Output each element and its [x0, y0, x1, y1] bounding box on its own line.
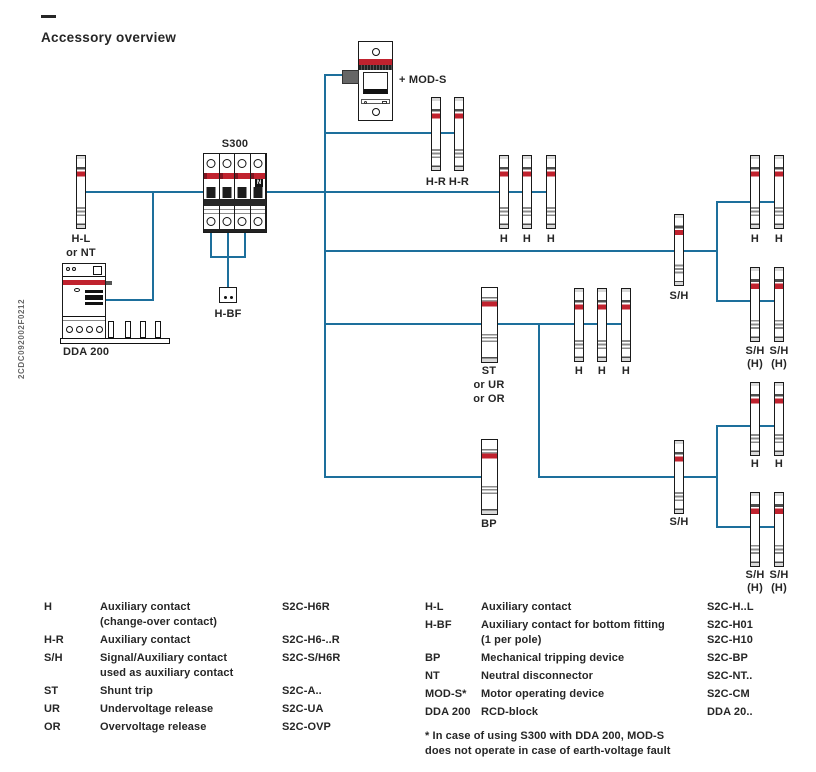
legend-term: MOD-S*	[425, 688, 467, 700]
legend-type: S2C-UA	[282, 703, 324, 715]
line-upper-branch-bottom	[716, 300, 780, 302]
s300-module-3	[235, 154, 251, 232]
label-lr-shh-1: S/H	[745, 569, 765, 581]
legend-row	[44, 633, 394, 648]
device-h-low-1	[574, 288, 584, 362]
legend-term: H-R	[44, 634, 64, 646]
line-upper-branch	[716, 201, 718, 302]
label-sh-upper: S/H	[669, 290, 689, 302]
line-main-bus	[80, 191, 551, 193]
legend-row	[44, 600, 394, 630]
legend-term: BP	[425, 652, 441, 664]
device-lr-shh-1	[750, 492, 760, 567]
label-ur-h-2: H	[774, 233, 784, 245]
dda-busbar-pin	[125, 321, 131, 338]
legend-left-column	[44, 600, 394, 738]
legend-type: S2C-H01 S2C-H10	[707, 619, 753, 646]
legend-desc: Auxiliary contact for bottom fitting (1 per pole)	[481, 619, 665, 646]
legend-right-column	[425, 600, 810, 759]
legend-desc: Undervoltage release	[100, 703, 214, 715]
legend-desc: Signal/Auxiliary contact used as auxiliary contact	[100, 652, 234, 679]
document-code: 2CDC092002F0212	[17, 298, 26, 379]
legend-desc: Auxiliary contact	[100, 634, 191, 646]
dda-busbar-pin	[108, 321, 114, 338]
label-h-l: H-L	[71, 233, 91, 245]
line-lower-branch-bottom	[716, 526, 780, 528]
label-h-mid-2: H	[522, 233, 532, 245]
legend-term: UR	[44, 703, 61, 715]
neutral-pole-marker: N	[256, 180, 262, 186]
legend-row	[425, 669, 810, 684]
device-ur-h-1	[750, 155, 760, 229]
legend-desc: Neutral disconnector	[481, 670, 594, 682]
device-st-ur-or	[481, 287, 498, 363]
legend-desc: RCD-block	[481, 706, 539, 718]
legend-desc: Shunt trip	[100, 685, 153, 697]
label-h-mid-1: H	[499, 233, 509, 245]
device-h-low-2	[597, 288, 607, 362]
label-or-or: or OR	[473, 393, 505, 405]
label-h-low-2: H	[597, 365, 607, 377]
legend-term: DDA 200	[425, 706, 471, 718]
s300-module-n	[251, 154, 267, 232]
line-s300-drop2	[227, 230, 229, 288]
device-h-mid-1	[499, 155, 509, 229]
legend-row	[425, 651, 810, 666]
device-h-r-2	[454, 97, 464, 171]
line-trunk	[324, 74, 326, 478]
device-lr-h-2	[774, 382, 784, 456]
label-ur-shh-1: S/H	[745, 345, 765, 357]
legend-type: S2C-S/H6R	[282, 652, 341, 664]
line-s300-drop3	[244, 230, 246, 258]
line-upper-branch-top	[716, 201, 780, 203]
line-drop-dda	[152, 191, 154, 301]
label-h-r-2: H-R	[448, 176, 470, 188]
line-to-hr	[324, 132, 462, 134]
dda-terminal-block	[85, 290, 103, 305]
label-h-r-1: H-R	[425, 176, 447, 188]
label-lr-shh-1b: (H)	[747, 582, 763, 594]
s300-bottom-cap	[204, 229, 266, 232]
line-drop-lower	[538, 323, 540, 478]
label-h-low-3: H	[621, 365, 631, 377]
device-ur-shh-1	[750, 267, 760, 342]
legend-term: NT	[425, 670, 440, 682]
legend-term: H-BF	[425, 619, 452, 631]
label-or-nt: or NT	[66, 247, 96, 259]
legend-type: S2C-H6-..R	[282, 634, 340, 646]
title-dash	[41, 15, 56, 18]
legend-row	[44, 684, 394, 699]
legend-term: H-L	[425, 601, 444, 613]
device-s300-breaker	[203, 153, 267, 233]
label-h-bf: H-BF	[214, 308, 242, 320]
legend-desc: Auxiliary contact (change-over contact)	[100, 601, 218, 628]
label-h-low-1: H	[574, 365, 584, 377]
device-dda-200	[62, 263, 106, 341]
device-bp	[481, 439, 498, 515]
label-st: ST	[481, 365, 497, 377]
label-lr-h-2: H	[774, 458, 784, 470]
legend-row	[425, 600, 810, 615]
device-h-mid-3	[546, 155, 556, 229]
device-mod-s	[358, 41, 393, 121]
device-sh-upper	[674, 214, 684, 286]
line-s300-join	[210, 256, 246, 258]
line-lower-branch-top	[716, 425, 780, 427]
s300-din-band	[204, 199, 266, 206]
footnote-line-1: * In case of using S300 with DDA 200, MOD-S	[425, 730, 665, 742]
legend-term: H	[44, 601, 53, 613]
legend-footnote	[425, 729, 810, 759]
mod-s-knob	[342, 70, 359, 84]
legend-row	[425, 687, 810, 702]
label-h-mid-3: H	[546, 233, 556, 245]
s300-module-1	[204, 154, 220, 232]
line-to-sh-upper	[324, 250, 718, 252]
footnote-line-2: does not operate in case of earth-voltage fault	[425, 745, 671, 757]
device-lr-h-1	[750, 382, 760, 456]
line-s300-drop1	[210, 230, 212, 258]
device-lr-shh-2	[774, 492, 784, 567]
dda-busbar-pin	[140, 321, 146, 338]
legend-type: DDA 20..	[707, 706, 753, 718]
legend-type: S2C-NT..	[707, 670, 753, 682]
legend-desc: Mechanical tripping device	[481, 652, 625, 664]
dda-test-icon	[74, 288, 80, 292]
legend-type: S2C-A..	[282, 685, 322, 697]
label-lr-h-1: H	[750, 458, 760, 470]
dda-busbar-pin	[155, 321, 161, 338]
legend-type: S2C-OVP	[282, 721, 331, 733]
device-h-r-1	[431, 97, 441, 171]
label-mod-s: + MOD-S	[399, 74, 447, 86]
dda-side-tab	[106, 281, 112, 285]
label-sh-lower: S/H	[669, 516, 689, 528]
device-ur-h-2	[774, 155, 784, 229]
label-ur-shh-2b: (H)	[771, 358, 787, 370]
legend-desc: Auxiliary contact	[481, 601, 572, 613]
legend-row	[44, 651, 394, 681]
label-dda-200: DDA 200	[63, 346, 110, 358]
device-h-l	[76, 155, 86, 229]
legend-type: S2C-BP	[707, 652, 748, 664]
device-ur-shh-2	[774, 267, 784, 342]
s300-module-2	[220, 154, 236, 232]
line-to-sh-lower	[538, 476, 718, 478]
legend-term: OR	[44, 721, 61, 733]
legend-type: S2C-H6R	[282, 601, 330, 613]
label-ur-h-1: H	[750, 233, 760, 245]
legend-row	[425, 705, 810, 720]
legend-row	[425, 618, 810, 648]
legend-row	[44, 720, 394, 735]
legend-term: S/H	[44, 652, 63, 664]
line-lower-branch	[716, 425, 718, 528]
page-title: Accessory overview	[41, 30, 177, 45]
label-lr-shh-2b: (H)	[771, 582, 787, 594]
legend-term: ST	[44, 685, 59, 697]
label-lr-shh-2: S/H	[769, 569, 789, 581]
legend-type: S2C-H..L	[707, 601, 754, 613]
line-st-row	[324, 323, 630, 325]
legend-type: S2C-CM	[707, 688, 750, 700]
device-h-low-3	[621, 288, 631, 362]
device-sh-lower	[674, 440, 684, 514]
line-bp-row	[324, 476, 492, 478]
legend-desc: Overvoltage release	[100, 721, 207, 733]
label-ur-shh-2: S/H	[769, 345, 789, 357]
label-bp: BP	[481, 518, 497, 530]
dda-base-plate	[60, 338, 170, 344]
label-ur-shh-1b: (H)	[747, 358, 763, 370]
legend-row	[44, 702, 394, 717]
device-h-bf	[219, 287, 237, 303]
label-s300: S300	[221, 138, 249, 150]
legend-desc: Motor operating device	[481, 688, 605, 700]
line-to-dda	[102, 299, 154, 301]
device-h-mid-2	[522, 155, 532, 229]
label-or-ur: or UR	[473, 379, 505, 391]
